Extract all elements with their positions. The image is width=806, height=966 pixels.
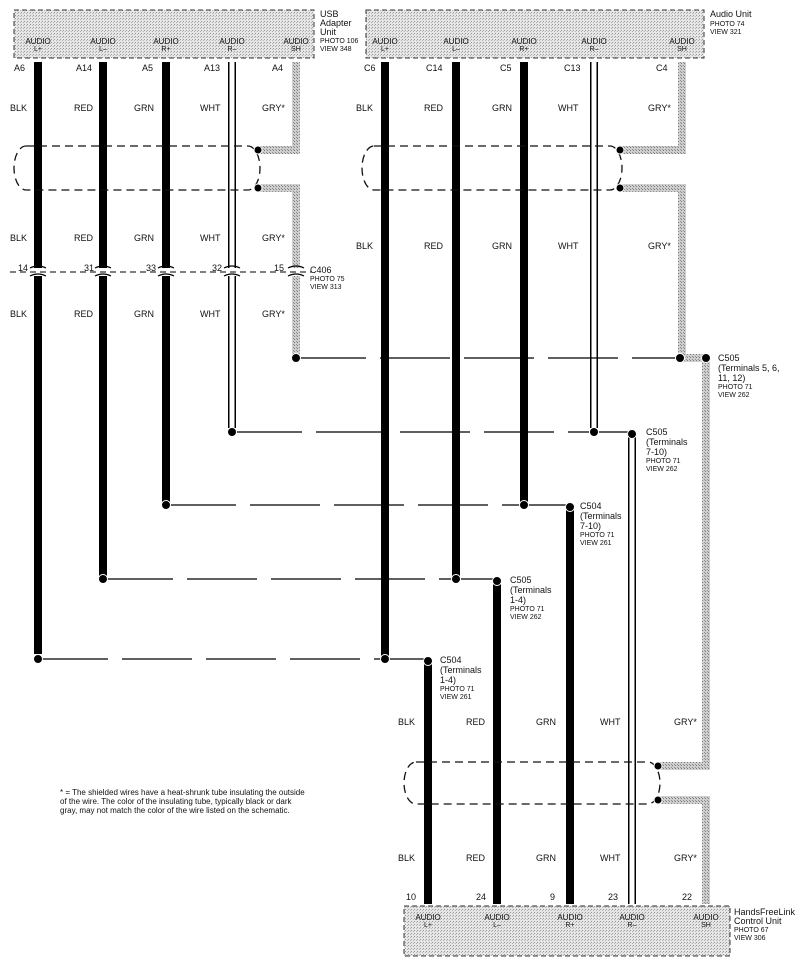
c504-lp-photo: PHOTO 71 — [440, 686, 475, 693]
audio-terminal-5: C4 — [656, 63, 668, 73]
audio-color-mid-1: BLK — [356, 241, 374, 251]
c406-name: C406 — [310, 265, 332, 275]
hfl-color-bottom-3: GRN — [536, 853, 556, 863]
usb-pin-audio-5: AUDIO — [283, 37, 309, 46]
audio-color-mid-5: GRY* — [648, 241, 671, 251]
audio-pin-sub-1: L+ — [381, 46, 389, 53]
usb-pin-audio-2: AUDIO — [90, 37, 116, 46]
audio-pin-audio-4: AUDIO — [581, 37, 607, 46]
audio-color-top-4: WHT — [558, 103, 579, 113]
audio-pin-audio-1: AUDIO — [372, 37, 398, 46]
hfl-pin-sub-5: SH — [701, 922, 711, 929]
c504-lp-terms-2: 1-4) — [440, 675, 457, 685]
hfl-terminal-2: 24 — [476, 892, 487, 902]
c505-rm-terms-2: 7-10) — [646, 447, 668, 457]
audio-pin-audio-2: AUDIO — [443, 37, 469, 46]
audio-pin-audio-3: AUDIO — [511, 37, 537, 46]
usb-color-mid-1: BLK — [10, 233, 28, 243]
usb-pin-audio-4: AUDIO — [219, 37, 245, 46]
usb-unit-name-3: Unit — [320, 27, 337, 37]
hfl-shield-sheath — [404, 762, 660, 804]
usb-terminal-4: A13 — [204, 63, 221, 73]
hfl-unit-photo: PHOTO 67 — [734, 927, 769, 934]
audio-terminal-2: C14 — [426, 63, 443, 73]
c406-view: VIEW 313 — [310, 284, 342, 291]
audio-pin-sub-3: R+ — [519, 46, 529, 53]
hfl-color-top-1: BLK — [398, 717, 416, 727]
usb-color-top-2: RED — [74, 103, 94, 113]
usb-terminal-1: A6 — [14, 63, 26, 73]
c406-terminal-5: 15 — [274, 263, 285, 273]
hfl-terminal-3: 9 — [550, 892, 556, 902]
c505-rm-name: C505 — [646, 427, 668, 437]
usb-color-top-4: WHT — [200, 103, 221, 113]
hfl-shield-drain-bottom — [658, 800, 706, 904]
usb-color-mid-2: RED — [74, 233, 94, 243]
c406-photo: PHOTO 75 — [310, 276, 345, 283]
usb-color-low-4: WHT — [200, 309, 221, 319]
c505-lm-view: VIEW 262 — [510, 614, 542, 621]
usb-color-low-3: GRN — [134, 309, 154, 319]
usb-pin-sub-2: L– — [99, 46, 107, 53]
c505-sh-terms-2: 11, 12) — [718, 373, 746, 383]
audio-pin-sub-5: SH — [677, 46, 687, 53]
usb-color-mid-4: WHT — [200, 233, 221, 243]
c406-terminal-2: 31 — [84, 263, 95, 273]
audio-color-top-2: RED — [424, 103, 444, 113]
audio-unit-photo: PHOTO 74 — [710, 21, 745, 28]
hfl-color-bottom-2: RED — [466, 853, 486, 863]
audio-color-mid-3: GRN — [492, 241, 512, 251]
c505-rm-view: VIEW 262 — [646, 466, 678, 473]
audio-shield-drain-mid — [620, 188, 682, 354]
usb-terminal-2: A14 — [76, 63, 93, 73]
c406-terminal-3: 33 — [146, 263, 157, 273]
audio-pin-sub-4: R– — [589, 46, 599, 53]
audio-color-top-5: GRY* — [648, 103, 671, 113]
c505-sh-view: VIEW 262 — [718, 392, 750, 399]
usb-color-mid-5: GRY* — [262, 233, 285, 243]
usb-color-low-2: RED — [74, 309, 94, 319]
usb-pin-sub-4: R– — [227, 46, 237, 53]
audio-terminal-4: C13 — [564, 63, 581, 73]
hfl-pin-audio-2: AUDIO — [484, 913, 510, 922]
hfl-pin-audio-5: AUDIO — [693, 913, 719, 922]
usb-unit-view: VIEW 348 — [320, 46, 352, 53]
c504-lp-view: VIEW 261 — [440, 694, 472, 701]
hfl-terminal-5: 22 — [682, 892, 693, 902]
audio-terminal-3: C5 — [500, 63, 512, 73]
c406-terminal-4: 32 — [212, 263, 223, 273]
hfl-pin-sub-3: R+ — [565, 922, 575, 929]
hfl-color-top-3: GRN — [536, 717, 556, 727]
usb-shield-drain-mid — [258, 188, 296, 268]
hfl-shield-drain-top — [658, 358, 706, 766]
c505-lm-name: C505 — [510, 575, 532, 585]
usb-pin-audio-1: AUDIO — [25, 37, 51, 46]
c505-lm-terms-1: (Terminals — [510, 585, 552, 595]
hfl-pin-audio-3: AUDIO — [557, 913, 583, 922]
usb-pin-sub-1: L+ — [34, 46, 42, 53]
footnote: * = The shielded wires have a heat-shrunk tube insulating the outside of the wire. The color of the insulating tube, typically black or dark gray, may not match the color of the wire listed on the schematic. — [60, 788, 305, 815]
usb-terminal-5: A4 — [272, 63, 284, 73]
audio-color-top-1: BLK — [356, 103, 374, 113]
hfl-pin-sub-2: L– — [493, 922, 501, 929]
hfl-pin-audio-1: AUDIO — [415, 913, 441, 922]
usb-pin-audio-3: AUDIO — [153, 37, 179, 46]
audio-color-mid-4: WHT — [558, 241, 579, 251]
usb-color-top-1: BLK — [10, 103, 28, 113]
c504-rp-terms-2: 7-10) — [580, 521, 602, 531]
usb-terminal-3: A5 — [142, 63, 154, 73]
audio-unit-name: Audio Unit — [710, 9, 752, 19]
usb-unit-photo: PHOTO 106 — [320, 38, 359, 45]
usb-color-low-5: GRY* — [262, 309, 285, 319]
c504-lp-terms-1: (Terminals — [440, 665, 482, 675]
audio-pin-sub-2: L– — [452, 46, 460, 53]
c505-sh-photo: PHOTO 71 — [718, 384, 753, 391]
c504-rp-terms-1: (Terminals — [580, 511, 622, 521]
hfl-terminal-1: 10 — [406, 892, 417, 902]
usb-unit-name-2: Adapter — [320, 18, 352, 28]
hfl-pin-sub-4: R– — [627, 922, 637, 929]
hfl-color-top-2: RED — [466, 717, 486, 727]
hfl-pin-sub-1: L+ — [424, 922, 432, 929]
hfl-unit-view: VIEW 306 — [734, 935, 766, 942]
hfl-color-bottom-1: BLK — [398, 853, 416, 863]
c504-lp-name: C504 — [440, 655, 462, 665]
hfl-unit-name-2: Control Unit — [734, 916, 782, 926]
hfl-color-bottom-5: GRY* — [674, 853, 697, 863]
c505-rm-terms-1: (Terminals — [646, 437, 688, 447]
c505-sh-terms-1: (Terminals 5, 6, — [718, 363, 780, 373]
audio-shield-sheath — [362, 146, 622, 190]
c505-lm-terms-2: 1-4) — [510, 595, 527, 605]
audio-pin-audio-5: AUDIO — [669, 37, 695, 46]
c406-connector — [10, 263, 312, 276]
usb-color-top-3: GRN — [134, 103, 154, 113]
audio-color-top-3: GRN — [492, 103, 512, 113]
c406-terminal-1: 14 — [18, 263, 29, 273]
hfl-terminal-4: 23 — [608, 892, 619, 902]
usb-color-top-5: GRY* — [262, 103, 285, 113]
c505-rm-photo: PHOTO 71 — [646, 458, 681, 465]
c504-rp-photo: PHOTO 71 — [580, 532, 615, 539]
hfl-color-top-5: GRY* — [674, 717, 697, 727]
hfl-unit-name-1: HandsFreeLink — [734, 907, 796, 917]
c505-sh-name: C505 — [718, 353, 740, 363]
usb-color-low-1: BLK — [10, 309, 28, 319]
audio-color-mid-2: RED — [424, 241, 444, 251]
usb-shield-sheath — [14, 146, 260, 190]
hfl-color-top-4: WHT — [600, 717, 621, 727]
hfl-color-bottom-4: WHT — [600, 853, 621, 863]
usb-color-mid-3: GRN — [134, 233, 154, 243]
usb-pin-sub-3: R+ — [161, 46, 171, 53]
usb-pin-sub-5: SH — [291, 46, 301, 53]
hfl-pin-audio-4: AUDIO — [619, 913, 645, 922]
c504-rp-name: C504 — [580, 501, 602, 511]
audio-terminal-1: C6 — [364, 63, 376, 73]
c504-rp-view: VIEW 261 — [580, 540, 612, 547]
audio-unit-view: VIEW 321 — [710, 29, 742, 36]
usb-unit-name-1: USB — [320, 9, 339, 19]
c505-lm-photo: PHOTO 71 — [510, 606, 545, 613]
